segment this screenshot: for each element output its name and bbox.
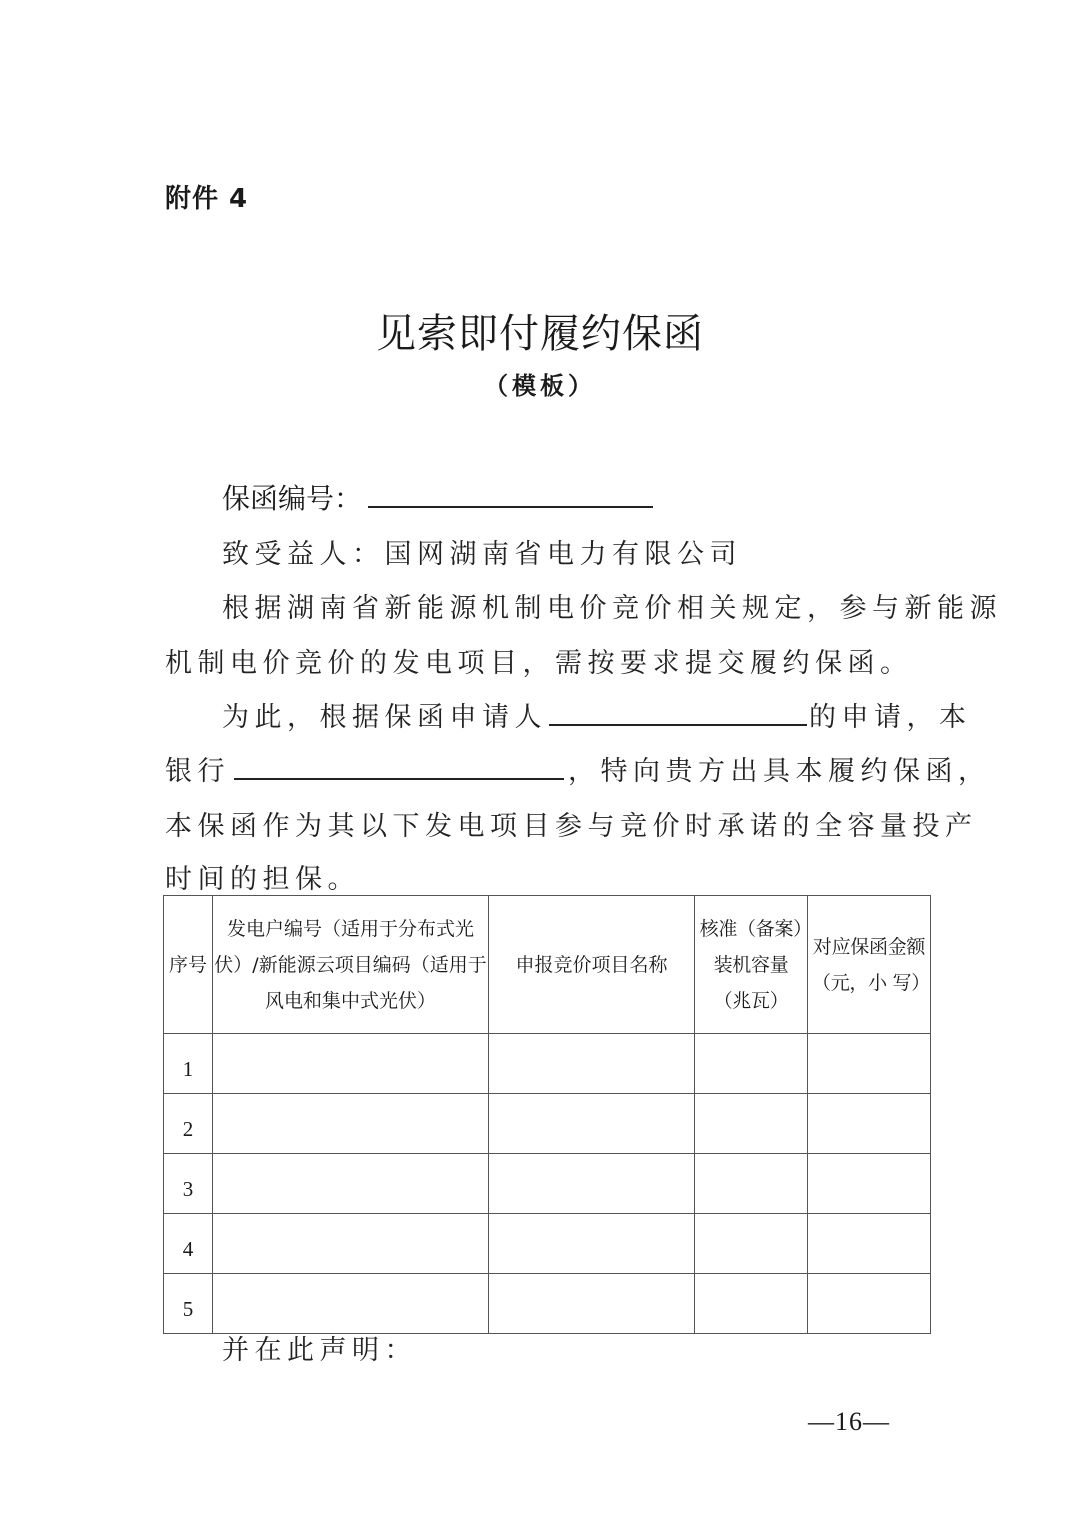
row-index: 2 [164,1094,213,1154]
cell-capacity[interactable] [695,1274,808,1334]
row-index: 3 [164,1154,213,1214]
cell-code[interactable] [213,1274,489,1334]
header-capacity [695,896,808,1034]
declaration-line: 并在此声明： [222,1335,417,1366]
bank-blank[interactable] [234,752,564,780]
header-capacity-text: 核准（备案）装机容量（兆瓦） [699,917,803,1012]
cell-amount[interactable] [808,1154,931,1214]
paragraph-2-line-1 [222,695,972,734]
bank-prefix: 银行 [165,756,230,787]
cell-project-name[interactable] [489,1094,695,1154]
cell-project-name[interactable] [489,1034,695,1094]
attachment-label: 附件 4 [165,184,249,214]
header-amount [808,896,931,1034]
cell-capacity[interactable] [695,1094,808,1154]
recipient-line: 致受益人：国网湖南省电力有限公司 [222,539,742,570]
paragraph-2-line-3: 本保函作为其以下发电项目参与竞价时承诺的全容量投产 [165,811,978,842]
applicant-prefix: 为此，根据保函申请人 [222,702,547,733]
header-code-text: 发电户编号（适用于分布式光伏）/新能源云项目编码（适用于风电和集中式光伏） [214,917,487,1012]
bank-suffix: ，特向贵方出具本履约保函， [568,756,991,787]
cell-code[interactable] [213,1094,489,1154]
cell-capacity[interactable] [695,1214,808,1274]
cell-project-name[interactable] [489,1214,695,1274]
row-index: 4 [164,1214,213,1274]
guarantee-number-blank[interactable] [368,480,653,508]
paragraph-1-line-2: 机制电价竞价的发电项目，需按要求提交履约保函。 [165,648,913,679]
cell-capacity[interactable] [695,1034,808,1094]
cell-amount[interactable] [808,1094,931,1154]
paragraph-2-line-4: 时间的担保。 [165,864,360,895]
cell-project-name[interactable] [489,1274,695,1334]
applicant-blank[interactable] [549,698,807,726]
cell-code[interactable] [213,1214,489,1274]
header-amount-text: 对应保函金额（元，小 写） [812,935,930,994]
table-row [164,1274,931,1334]
document-subtitle: （模板） [484,372,596,400]
table-header-row [164,896,931,1034]
project-table [163,895,931,1334]
cell-code[interactable] [213,1154,489,1214]
cell-code[interactable] [213,1034,489,1094]
header-code [213,896,489,1034]
row-index: 1 [164,1034,213,1094]
guarantee-number-label: 保函编号： [222,482,363,515]
paragraph-1-line-1: 根据湖南省新能源机制电价竞价相关规定，参与新能源 [222,593,1002,624]
table-row [164,1034,931,1094]
guarantee-number-row [222,477,653,517]
paragraph-2-line-2 [165,749,991,788]
row-index: 5 [164,1274,213,1334]
cell-amount[interactable] [808,1214,931,1274]
table-row [164,1154,931,1214]
cell-project-name[interactable] [489,1154,695,1214]
table-row [164,1094,931,1154]
cell-amount[interactable] [808,1034,931,1094]
cell-capacity[interactable] [695,1154,808,1214]
header-index: 序号 [164,896,213,1034]
document-title: 见索即付履约保函 [376,311,704,357]
table-row [164,1214,931,1274]
header-project-name: 申报竞价项目名称 [489,896,695,1034]
cell-amount[interactable] [808,1274,931,1334]
page-number: —16— [808,1407,890,1436]
applicant-suffix: 的申请，本 [809,702,972,733]
